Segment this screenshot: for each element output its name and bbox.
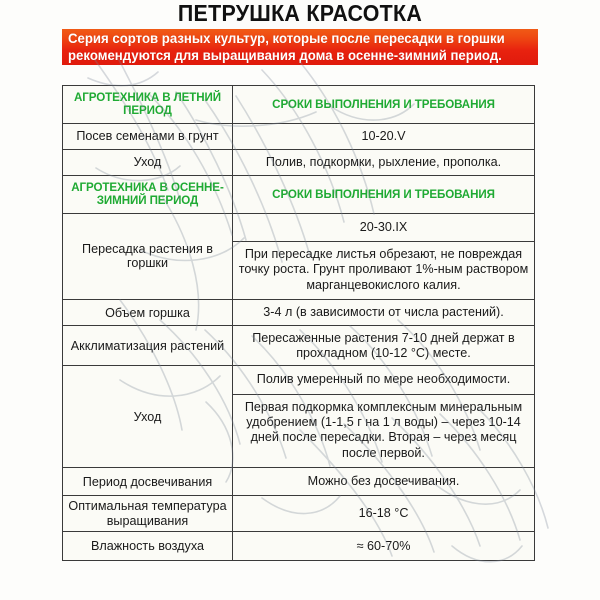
table-row [63, 532, 534, 560]
table-row [63, 214, 534, 301]
row-value-group [233, 214, 534, 300]
row-value: Полив, подкормки, рыхление, прополка. [265, 154, 502, 169]
row-value: 16-18 °C [358, 506, 409, 521]
header-left-summer: АГРОТЕХНИКА В ЛЕТНИЙ ПЕРИОД [63, 86, 233, 123]
row-label: Объем горшка [63, 300, 233, 325]
header-right-autumn-winter: СРОКИ ВЫПОЛНЕНИЯ И ТРЕБОВАНИЯ [272, 187, 495, 201]
table-row [63, 496, 534, 532]
banner-line-2: рекомендуются для выращивания дома в осенне-зимний период. [68, 47, 502, 63]
page-title: ПЕТРУШКА КРАСОТКА [177, 0, 423, 26]
table-header-autumn-winter [63, 176, 534, 214]
row-label: Уход [63, 366, 233, 467]
table-row [63, 326, 534, 366]
row-value: 20-30.IX [233, 214, 534, 242]
row-value: При пересадке листья обрезают, не повреждая точку роста. Грунт проливают 1%-ным раствором марганцевокислого калия. [238, 247, 529, 292]
row-value: Полив умеренный по мере необходимости. [233, 366, 534, 394]
table-row [63, 366, 534, 468]
row-value: ≈ 60-70% [356, 538, 411, 553]
table-header-summer [63, 86, 534, 124]
row-label: Влажность воздуха [63, 532, 233, 560]
table-row [63, 124, 534, 150]
table-row [63, 300, 534, 326]
row-label: Посев семенами в грунт [63, 124, 233, 149]
row-value: Первая подкормка комплексным минеральным удобрением (1-1,5 г на 1 л воды) – через 10-14 дней после пересадки. Вторая – через месяц после первой. [244, 399, 523, 460]
row-label: Акклиматизация растений [63, 326, 233, 365]
row-label: Оптимальная температура выращивания [63, 496, 233, 531]
row-value: 10-20.V [361, 128, 406, 143]
row-value: 3-4 л (в зависимости от числа растений). [263, 305, 504, 320]
agrotechnics-table [62, 85, 535, 561]
header-left-autumn-winter: АГРОТЕХНИКА В ОСЕННЕ-ЗИМНИЙ ПЕРИОД [63, 176, 233, 213]
description-banner [62, 29, 538, 65]
row-label: Период досвечивания [63, 468, 233, 495]
row-value-group [233, 366, 534, 467]
header-right-summer: СРОКИ ВЫПОЛНЕНИЯ И ТРЕБОВАНИЯ [272, 97, 495, 111]
row-label: Уход [63, 150, 233, 175]
table-row [63, 150, 534, 176]
row-value: Можно без досвечивания. [307, 474, 460, 489]
table-row [63, 468, 534, 496]
banner-line-1: Серия сортов разных культур, которые после пересадки в горшки [68, 31, 505, 46]
row-label: Пересадка растения в горшки [63, 214, 233, 300]
row-value: Пересаженные растения 7-10 дней держат в прохладном (10-12 °C) месте. [252, 330, 515, 360]
